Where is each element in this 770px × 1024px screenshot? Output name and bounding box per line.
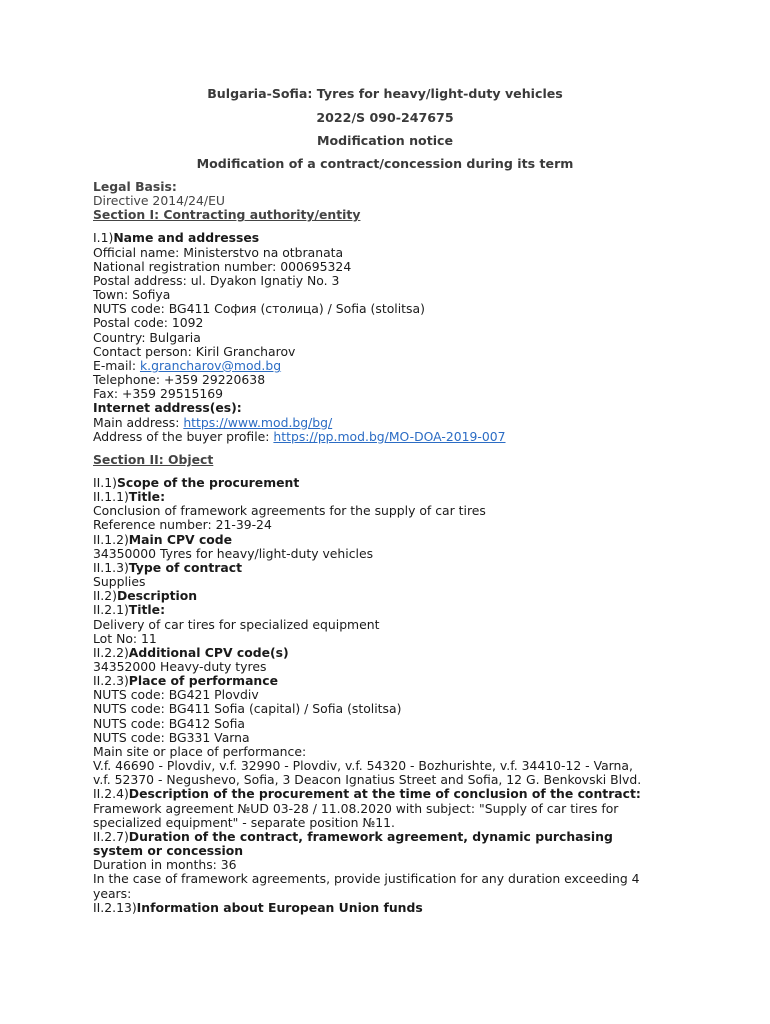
notice-number: 2022/S 090-247675 [316, 110, 454, 125]
email-row [93, 359, 673, 373]
main-address-link[interactable]: https://www.mod.bg/bg/ [183, 414, 333, 430]
official-name: Official name: Ministerstvo na otbranata [93, 244, 344, 260]
ii1-number: II.1) [93, 474, 117, 490]
procurement-description-line-1: Framework agreement №UD 03-28 / 11.08.2020 with subject: "Supply of car tires for [93, 800, 619, 816]
country: Country: Bulgaria [93, 329, 201, 345]
notice-subtitle: Modification of a contract/concession during its term [196, 156, 574, 171]
notice-body [93, 180, 673, 915]
duration: Duration in months: 36 [93, 857, 237, 873]
town: Town: Sofiya [93, 287, 171, 303]
lot-number: Lot No: 11 [93, 630, 157, 646]
postal-code: Postal code: 1092 [93, 315, 204, 331]
main-site-line-2: v.f. 52370 - Negushevo, Sofia, 3 Deacon Ignatius Street and Sofia, 12 G. Benkovski Blvd. [93, 772, 642, 788]
ii22-title: Additional CPV code(s) [128, 644, 289, 660]
justification-line-1: In the case of framework agreements, provide justification for any duration exceeding 4 [93, 871, 640, 887]
contact-person: Contact person: Kiril Grancharov [93, 343, 296, 359]
ii23-heading [93, 674, 673, 688]
legal-basis-label: Legal Basis: [93, 179, 177, 194]
ii12-heading [93, 533, 673, 547]
registration-number: National registration number: 000695324 [93, 258, 352, 274]
telephone: Telephone: +359 29220638 [93, 372, 266, 388]
ii23-number: II.2.3) [93, 673, 129, 689]
main-address-label: Main address: [93, 414, 184, 430]
ii13-heading [93, 561, 673, 575]
section-1-heading: Section I: Contracting authority/entity [93, 207, 361, 223]
section-2-heading: Section II: Object [93, 451, 214, 467]
ii1-title: Scope of the procurement [116, 474, 300, 490]
ii12-title: Main CPV code [128, 531, 233, 547]
ii24-title: Description of the procurement at the time of conclusion of the contract: [128, 786, 641, 802]
legal-basis-value: Directive 2014/24/EU [93, 193, 225, 209]
notice-type: Modification notice [316, 133, 454, 148]
main-address-row [93, 416, 673, 430]
ii13-title: Type of contract [128, 559, 242, 575]
nuts-code-4: NUTS code: BG331 Varna [93, 729, 250, 745]
buyer-profile-link[interactable]: https://pp.mod.bg/MO-DOA-2019-007 [273, 428, 506, 444]
ii27-number: II.2.7) [93, 828, 129, 844]
main-site-label: Main site or place of performance: [93, 743, 307, 759]
main-site-line-1: V.f. 46690 - Plovdiv, v.f. 32990 - Plovdiv, v.f. 54320 - Bozhurishte, v.f. 34410-12 - Varna, [93, 758, 633, 774]
postal-address: Postal address: ul. Dyakon Ignatiy No. 3 [93, 272, 340, 288]
ii23-title: Place of performance [128, 673, 279, 689]
ii21-title: Title: [128, 602, 166, 618]
ii11-number: II.1.1) [93, 489, 129, 505]
fax: Fax: +359 29515169 [93, 386, 224, 402]
main-cpv-code: 34350000 Tyres for heavy/light-duty vehicles [93, 545, 374, 561]
ii24-heading [93, 787, 673, 801]
ii13-number: II.1.3) [93, 559, 129, 575]
email-link[interactable]: k.grancharov@mod.bg [139, 357, 282, 373]
ii21-heading [93, 603, 673, 617]
buyer-profile-label: Address of the buyer profile: [93, 428, 274, 444]
nuts-code-1: NUTS code: BG421 Plovdiv [93, 687, 259, 703]
ii27-title-line-2: system or concession [93, 843, 244, 859]
email-label: E-mail: [93, 357, 140, 373]
ii2-heading [93, 589, 673, 603]
ii24-number: II.2.4) [93, 786, 129, 802]
ii2-title: Description [116, 588, 198, 604]
nuts-code: NUTS code: BG411 София (столица) / Sofia (stolitsa) [93, 301, 425, 317]
justification-line-2: years: [93, 885, 132, 901]
nuts-code-3: NUTS code: BG412 Sofia [93, 715, 246, 731]
ii27-heading [93, 830, 673, 844]
lot-title: Delivery of car tires for specialized equipment [93, 616, 380, 632]
nuts-code-2: NUTS code: BG411 Sofia (capital) / Sofia (stolitsa) [93, 701, 402, 717]
additional-cpv-code: 34352000 Heavy-duty tyres [93, 659, 267, 674]
ii213-title: Information about European Union funds [136, 899, 423, 915]
procurement-description-line-2: specialized equipment" - separate position №11. [93, 814, 395, 830]
ii27-title-line-1: Duration of the contract, framework agreement, dynamic purchasing [128, 828, 613, 844]
notice-title: Bulgaria-Sofia: Tyres for heavy/light-duty vehicles [207, 86, 563, 101]
ii1-heading [93, 476, 673, 490]
buyer-profile-row [93, 430, 673, 444]
internet-addresses-heading: Internet address(es): [93, 400, 242, 416]
ii213-number: II.2.13) [93, 899, 137, 915]
ii22-heading [93, 646, 673, 660]
ii21-number: II.2.1) [93, 602, 129, 618]
reference-number: Reference number: 21-39-24 [93, 517, 272, 533]
contract-type: Supplies [93, 574, 146, 590]
i1-heading [93, 231, 673, 245]
i1-number: I.1) [93, 230, 114, 246]
i1-title: Name and addresses [113, 230, 260, 246]
ii213-heading [93, 901, 673, 915]
ii12-number: II.1.2) [93, 531, 129, 547]
ii22-number: II.2.2) [93, 644, 129, 660]
ii11-heading [93, 490, 673, 504]
ii2-number: II.2) [93, 588, 117, 604]
procurement-title: Conclusion of framework agreements for the supply of car tires [93, 503, 486, 519]
ii11-title: Title: [128, 489, 166, 505]
